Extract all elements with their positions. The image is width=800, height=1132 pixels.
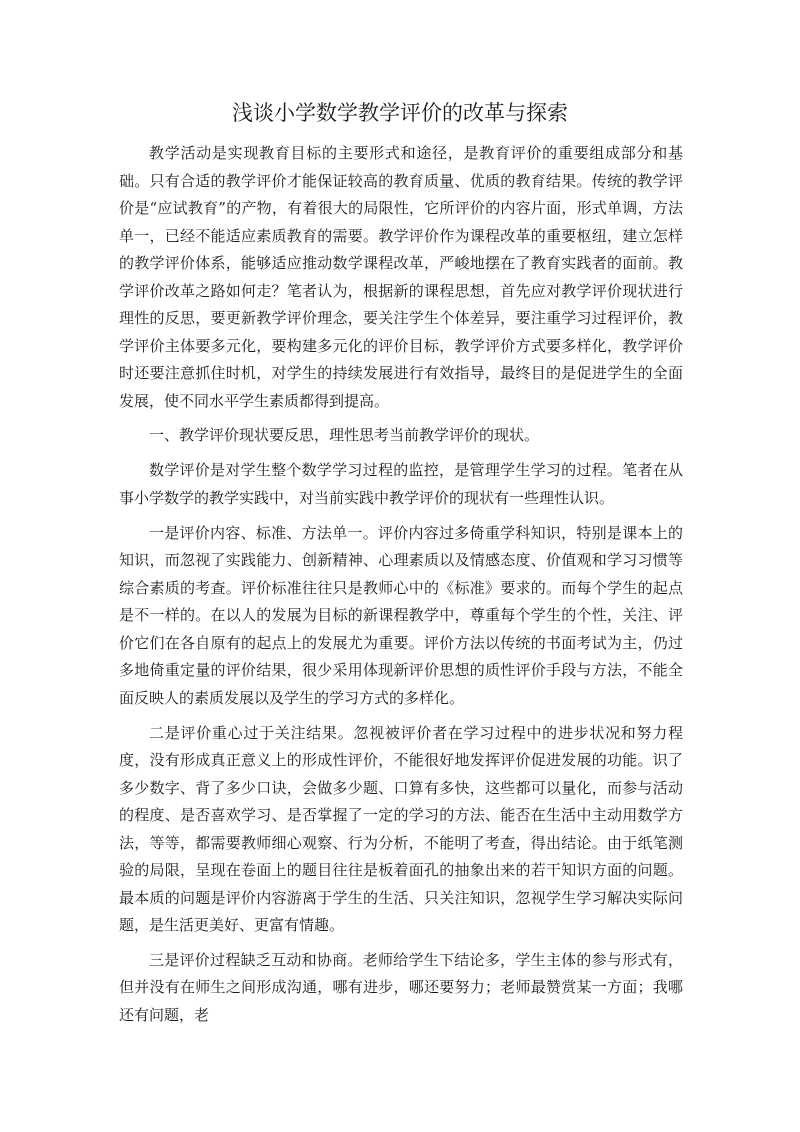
paragraph-section-1-intro: 数学评价是对学生整个数学学习过程的监控，是管理学生学习的过程。笔者在从事小学数学的教学实践中，对当前实践中教学评价的现状有一些理性认识。 [119, 461, 683, 507]
paragraph-point-2: 二是评价重心过于关注结果。忽视被评价者在学习过程中的进步状况和努力程度，没有形成真正意义上的形成性评价，不能很好地发挥评价促进发展的功能。识了多少数字、背了多少口诀，会做多少题、口算有多快，这些都可以量化，而参与活动的程度、是否喜欢学习、是否掌握了一定的学习的方法、能否在生活中主动用数学方法，等等，都需要教师细心观察、行为分析，不能明了考查，得出结论。由于纸笔测验的局限，呈现在卷面上的题目往往是板着面孔的抽象出来的若干知识方面的问题。最本质的问题是评价内容游离于学生的生活、只关注知识，忽视学生学习解决实际问题，是生活更美好、更富有情趣。 [119, 723, 683, 935]
section-heading-1: 一、教学评价现状要反思，理性思考当前教学评价的现状。 [149, 426, 540, 445]
paragraph-point-1: 一是评价内容、标准、方法单一。评价内容过多倚重学科知识，特别是课本上的知识，而忽视了实践能力、创新精神、心理素质以及情感态度、价值观和学习习惯等综合素质的考查。评价标准往往只是教师心中的《标准》要求的。而每个学生的起点是不一样的。在以人的发展为目标的新课程教学中，尊重每个学生的个性，关注、评价它们在各自原有的起点上的发展尤为重要。评价方法以传统的书面考试为主，仍过多地倚重定量的评价结果，很少采用体现新评价思想的质性评价手段与方法，不能全面反映人的素质发展以及学生的学习方式的多样化。 [119, 523, 683, 707]
document-body [119, 140, 683, 1037]
document-title: 浅谈小学数学教学评价的改革与探索 [232, 101, 568, 125]
paragraph-point-3: 三是评价过程缺乏互动和协商。老师给学生下结论多，学生主体的参与形式有，但并没有在师生之间形成沟通，哪有进步，哪还要努力；老师最赞赏某一方面；我哪还有问题，老 [119, 950, 683, 1024]
paragraph-intro: 教学活动是实现教育目标的主要形式和途径，是教育评价的重要组成部分和基础。只有合适的教学评价才能保证较高的教育质量、优质的教育结果。传统的教学评价是“应试教育”的产物，有着很大的局限性，它所评价的内容片面，形式单调，方法单一，已经不能适应素质教育的需要。教学评价作为课程改革的重要枢纽，建立怎样的教学评价体系，能够适应推动数学课程改革，严峻地摆在了教育实践者的面前。教学评价改革之路如何走？笔者认为，根据新的课程思想，首先应对教学评价现状进行理性的反思，要更新教学评价理念，要关注学生个体差异，要注重学习过程评价，教学评价主体要多元化，要构建多元化的评价目标，教学评价方式要多样化，教学评价时还要注意抓住时机，对学生的持续发展进行有效指导，最终目的是促进学生的全面发展，使不同水平学生素质都得到提高。 [119, 144, 683, 410]
